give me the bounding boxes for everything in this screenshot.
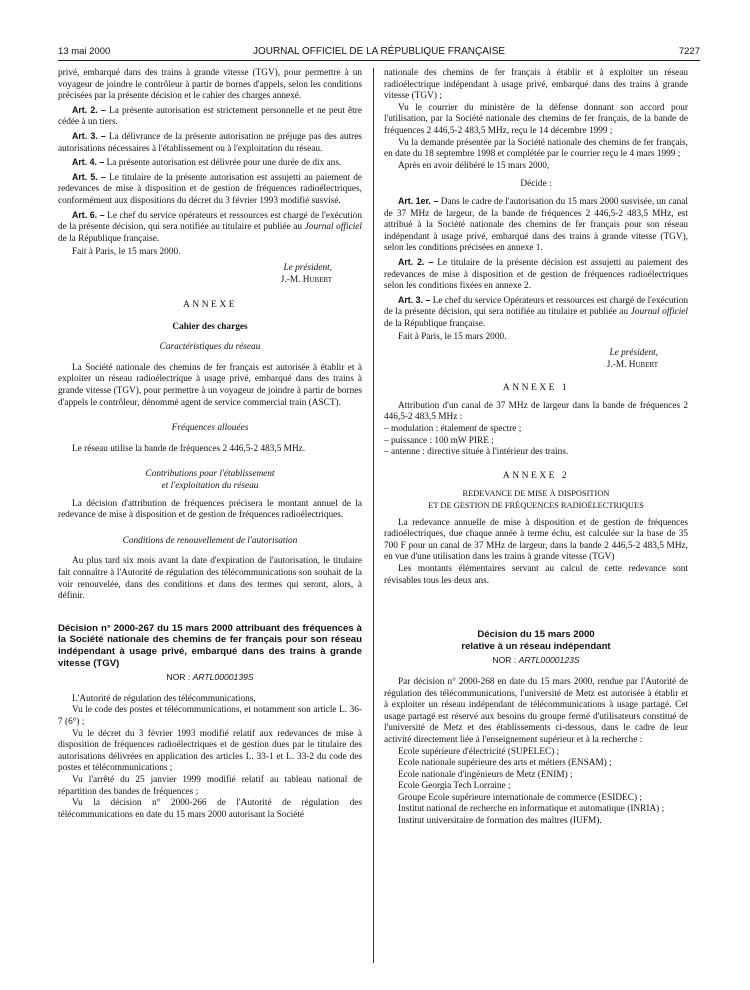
decision-title: Décision n° 2000-267 du 15 mars 2000 attribuant des fréquences à la Société nationale des chemins de fer français pour son réseau indépendant à usage privé, embarqué dans des trains à grande vitesse (TGV) [58,622,362,669]
article-5: Art. 5. – Le titulaire de la présente autorisation est assujetti au paiement de redevances de mise à disposition et de gestion de fréquences radioélectriques, conformément aux dispositions du décret du 3 février 1993 modifié susvisé. [58,171,362,206]
list-item: – antenne : directive située à l'intérieur des trains. [384,447,569,458]
paragraph: Attribution d'un canal de 37 MHz de largeur dans la bande de fréquences 2 446,5-2 483,5 MHz : [384,400,688,423]
paragraph: Les montants élémentaires servant au calcul de cette redevance sont révisables tous les deux ans. [384,563,688,586]
header-page-number: 7227 [678,46,700,57]
paragraph: Vu le code des postes et télécommunications, et notamment son article L. 36-7 (6°) ; [58,705,362,727]
paragraph: Vu le décret du 3 février 1993 modifié relatif aux redevances de mise à disposition de fréquences radioélectriques et de gestion dues par le titulaire des autorisations délivrées en application des articles L. 33-1 et L. 33-2 du code des postes et télécommunications ; [58,728,362,774]
section-title: Conditions de renouvellement de l'autorisation [122,535,298,546]
paragraph: L'Autorité de régulation des télécommunications, [72,693,256,704]
section-title: Contributions pour l'établissement et l'exploitation du réseau [145,469,275,492]
annexe-2-heading: ANNEXE 2 [502,470,570,481]
decision-title: Décision du 15 mars 2000 relative à un réseau indépendant [461,629,611,652]
annexe-heading: ANNEXE [182,300,238,311]
paragraph: Après en avoir délibéré le 15 mars 2000, [398,160,550,171]
nor-reference: NOR : ARTL0000123S [492,655,580,666]
paragraph: Le réseau utilise la bande de fréquences 2 446,5-2 483,5 MHz. [72,443,306,454]
paragraph: Vu la décision n° 2000-266 de l'Autorité de régulation des télécommunications en date du 15 mars 2000 autorisant la Société [58,798,362,820]
paragraph: Vu la demande présentée par la Société nationale des chemins de fer français, en date du 18 septembre 1998 et complétée par le courrier reçu le 4 mars 1999 ; [384,137,688,160]
paragraph: La décision d'attribution de fréquences précisera le montant annuel de la redevance de mise à disposition et de gestion de fréquences radioélectriques. [58,498,362,521]
annexe-1-heading: ANNEXE 1 [502,383,570,394]
paragraph: privé, embarqué dans des trains à grande vitesse (TGV), pour permettre à un voyageur de joindre le contrôleur à partir de bornes d'appels, selon les conditions précisées par la présente décision et le cahier des charges annexé. [58,68,362,102]
section-title: Caractéristiques du réseau [159,342,261,353]
article-6: Art. 6. – Le chef du service opérateurs et ressources est chargé de l'exécution de la présente décision, qui sera notifiée au titulaire et publiée au Journal officiel de la République française. [58,209,363,244]
list-item: Ecole supérieure d'électricité (SUPELEC) ; [398,746,560,757]
right-column [384,68,688,828]
fait-a-paris: Fait à Paris, le 15 mars 2000. [398,332,507,343]
paragraph: La Société nationale des chemins de fer français est autorisée à établir et à exploiter un réseau radioélectrique à usage privé, embarqué dans des trains à grande vitesse (TGV), pour permettre à un voyageur de joindre à partir de bornes d'appels le contrôleur, dénommé agent de service commercial train (ASCT). [58,362,362,408]
section-title: Fréquences allouées [171,423,249,434]
annexe-2-subtitle: REDEVANCE DE MISE À DISPOSITION ET DE GESTION DE FRÉQUENCES RADIOÉLECTRIQUES [428,489,644,510]
article-2: Art. 2. – Le titulaire de la présente décision est assujetti au paiement des redevances de mise à disposition et de gestion de fréquences radioélectriques selon les conditions fixées en annexe 2. [384,256,688,292]
left-column [58,68,362,821]
header-journal-title: JOURNAL OFFICIEL DE LA RÉPUBLIQUE FRANÇAISE [252,46,506,57]
article-3: Art. 3. – Le chef du service Opérateurs et ressources est chargé de l'exécution de la présente décision, qui sera notifiée au titulaire et publiée au Journal officiel de la République française. [384,294,689,329]
column-divider [373,68,374,963]
annexe-1-list [384,424,688,459]
paragraph: Par décision n° 2000-268 en date du 15 mars 2000, rendue par l'Autorité de régulation des télécommunications, l'université de Metz est autorisée à établir et à exploiter un réseau indépendant de télécommunications à usage partagé. Cet usage partagé est réservé aux besoins du groupe fermé d'utilisateurs constitué de l'université de Metz et des établissements ci-dessous, dans le cadre de leur activité directement liée à l'enseignement supérieur et à la recherche : [384,676,688,745]
list-item: Groupe Ecole supérieure internationale de commerce (ESIDEC) ; [398,792,642,803]
cahier-heading: Cahier des charges [172,321,248,332]
list-item: Ecole nationale d'ingénieurs de Metz (ENIM) ; [398,769,573,780]
list-item: – modulation : étalement de spectre ; [384,424,522,435]
article-3: Art. 3. – La délivrance de la présente autorisation ne préjuge pas des autres autorisations nécessaires à l'établissement ou à l'exploitation du réseau. [58,130,362,154]
article-1: Art. 1er. – Dans le cadre de l'autorisation du 15 mars 2000 susvisée, un canal de 37 MHz de largeur, de la bande de fréquences 2 446,5-2 483,5 MHz, est attribué à la Société nationale des chemins de fer français pour son réseau indépendant à usage privé, embarqué dans des trains à grande vitesse (TGV), selon les conditions précisées en annexe 1. [384,195,688,254]
nor-reference: NOR : ARTL0000139S [166,672,254,683]
paragraph: Vu le courrier du ministère de la défense donnant son accord pour l'utilisation, par la Société nationale des chemins de fer français, de la bande de fréquences 2 446,5-2 483,5 MHz, reçu le 14 décembre 1999 ; [384,102,688,136]
paragraph: nationale des chemins de fer français à établir et à exploiter un réseau radioélectrique indépendant à usage privé, embarqué dans des trains à grande vitesse (TGV) ; [384,68,688,102]
school-list [384,747,688,828]
fait-a-paris: Fait à Paris, le 15 mars 2000. [72,247,181,258]
list-item: Institut national de recherche en informatique et automatique (INRIA) ; [398,804,665,815]
signature: Le président, J.-M. Hubert [280,262,332,285]
header-rule [58,60,700,61]
article-4: Art. 4. – La présente autorisation est délivrée pour une durée de dix ans. [72,157,342,169]
decide-heading: Décide : [520,179,552,190]
paragraph: La redevance annuelle de mise à disposition et de gestion de fréquences radioélectriques, due chaque année à terme échu, est calculée sur la base de 35 700 F pour un canal de 37 MHz de largeur, dans la bande 2 446,5-2 483,5 MHz, en vue d'une utilisation dans les trains à grande vitesse (TGV) [384,517,688,563]
paragraph: Au plus tard six mois avant la date d'expiration de l'autorisation, le titulaire fait connaître à l'Autorité de régulation des télécommunications son souhait de la voir renouvelée, dans des conditions et dans des termes qui seront, alors, à définir. [58,556,362,602]
list-item: – puissance : 100 mW PIRE ; [384,435,494,446]
header-date: 13 mai 2000 [58,46,111,57]
list-item: Ecole nationale supérieure des arts et métiers (ENSAM) ; [398,758,612,769]
list-item: Institut universitaire de formation des maîtres (IUFM). [398,816,602,827]
paragraph: Vu l'arrêté du 25 janvier 1999 modifié relatif au tableau national de répartition des bandes de fréquences ; [58,774,362,797]
signature: Le président, J.-M. Hubert [606,348,658,370]
article-2: Art. 2. – La présente autorisation est strictement personnelle et ne peut être cédée à un tiers. [58,104,362,128]
list-item: Ecole Georgia Tech Lorraine ; [398,781,511,792]
